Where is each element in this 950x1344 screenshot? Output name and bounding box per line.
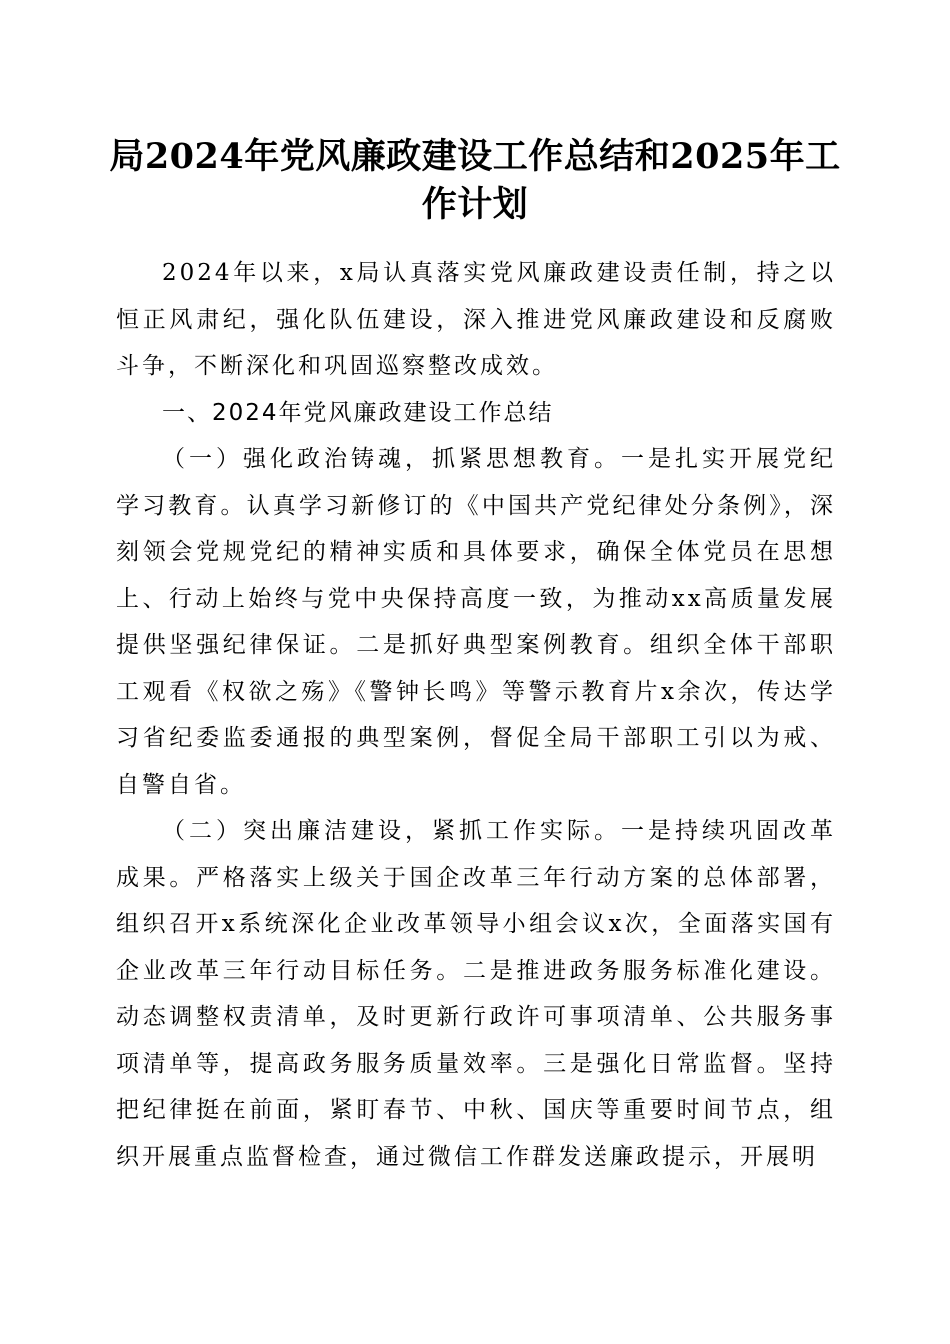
section-heading-summary: 一、2024年党风廉政建设工作总结 <box>162 399 554 426</box>
document-title <box>100 133 850 229</box>
intro-paragraph: 2024年以来，x局认真落实党风廉政建设责任制，持之以恒正风肃纪，强化队伍建设，深入推进党风廉政建设和反腐败斗争，不断深化和巩固巡察整改成效。 <box>116 260 836 379</box>
title-line-2: 作计划 <box>421 184 529 225</box>
title-line-1: 局2024年党风廉政建设工作总结和2025年工 <box>109 136 841 177</box>
paragraph-ideological-education: （一）强化政治铸魂，抓紧思想教育。一是扎实开展党纪学习教育。认真学习新修订的《中国共产党纪律处分条例》，深刻领会党规党纪的精神实质和具体要求，确保全体党员在思想上、行动上始终与党中央保持高度一致，为推动xx高质量发展提供坚强纪律保证。二是抓好典型案例教育。组织全体干部职工观看《权欲之殇》《警钟长鸣》等警示教育片x余次，传达学习省纪委监委通报的典型案例，督促全局干部职工引以为戒、自警自省。 <box>116 446 836 798</box>
paragraph-integrity-building: （二）突出廉洁建设，紧抓工作实际。一是持续巩固改革成果。严格落实上级关于国企改革三年行动方案的总体部署，组织召开x系统深化企业改革领导小组会议x次，全面落实国有企业改革三年行动目标任务。二是推进政务服务标准化建设。动态调整权责清单，及时更新行政许可事项清单、公共服务事项清单等，提高政务服务质量效率。三是强化日常监督。坚持把纪律挺在前面，紧盯春节、中秋、国庆等重要时间节点，组织开展重点监督检查，通过微信工作群发送廉政提示，开展明 <box>116 818 836 1170</box>
document-body <box>116 250 836 1180</box>
